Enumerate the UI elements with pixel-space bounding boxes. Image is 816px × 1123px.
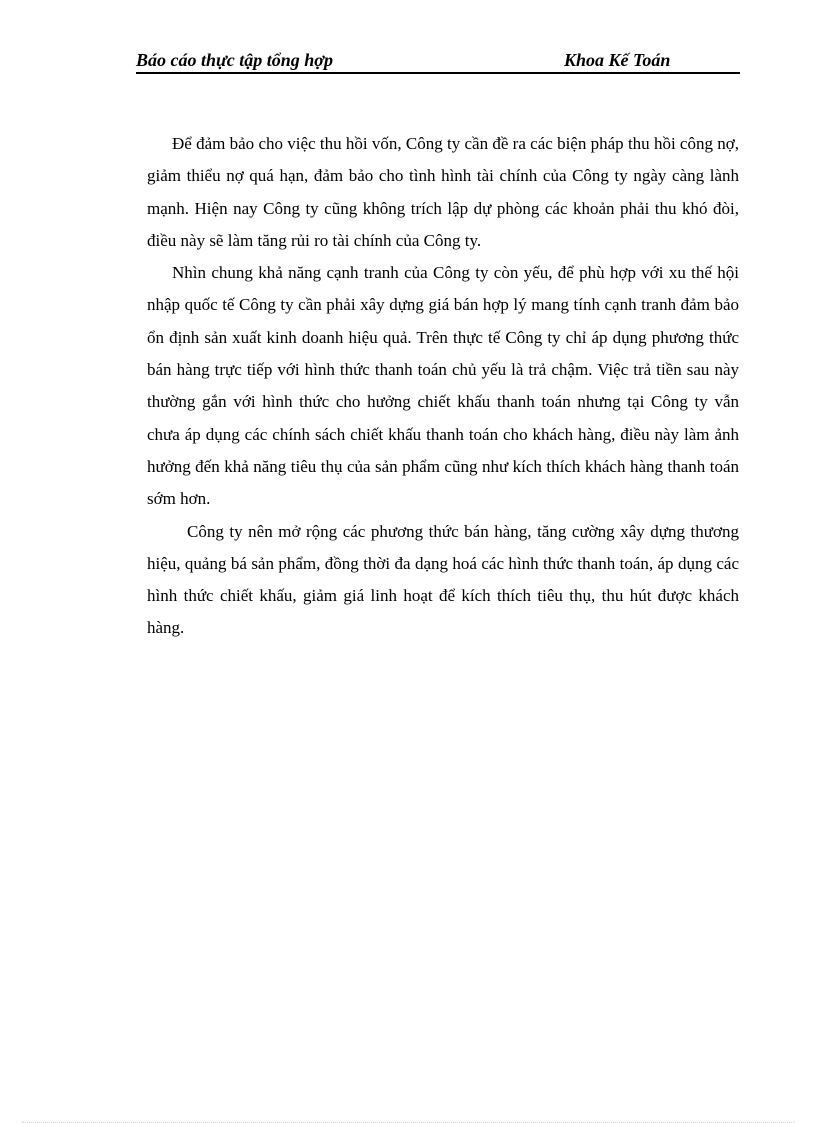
report-title: Báo cáo thực tập tổng hợp	[136, 50, 333, 70]
department-title: Khoa Kế Toán	[564, 50, 671, 70]
document-body	[147, 128, 739, 645]
page-header	[136, 50, 740, 74]
paragraph-debt-recovery: Để đảm bảo cho việc thu hồi vốn, Công ty cần đề ra các biện pháp thu hồi công nợ, giảm thiểu nợ quá hạn, đảm bảo cho tình hình tài chính của Công ty ngày càng lành mạnh. Hiện nay Công ty cũng không trích lập dự phòng các khoản phải thu khó đòi, điều này sẽ làm tăng rủi ro tài chính của Công ty.	[147, 134, 739, 250]
paragraph-competitiveness: Nhìn chung khả năng cạnh tranh của Công ty còn yếu, để phù hợp với xu thế hội nhập quốc tế Công ty cần phải xây dựng giá bán hợp lý mang tính cạnh tranh đảm bảo ổn định sản xuất kinh doanh hiệu quả. Trên thực tế Công ty chỉ áp dụng phương thức bán hàng trực tiếp với hình thức thanh toán chủ yếu là trả chậm. Việc trả tiền sau này thường gắn với hình thức cho hưởng chiết khấu thanh toán nhưng tại Công ty vẫn chưa áp dụng các chính sách chiết khấu thanh toán cho khách hàng, điều này làm ảnh hưởng đến khả năng tiêu thụ của sản phẩm cũng như kích thích khách hàng thanh toán sớm hơn.	[147, 263, 739, 509]
paragraph-sales-expansion: Công ty nên mở rộng các phương thức bán hàng, tăng cường xây dựng thương hiệu, quảng bá sản phẩm, đồng thời đa dạng hoá các hình thức thanh toán, áp dụng các hình thức chiết khấu, giảm giá linh hoạt để kích thích tiêu thụ, thu hút được khách hàng.	[147, 521, 739, 638]
